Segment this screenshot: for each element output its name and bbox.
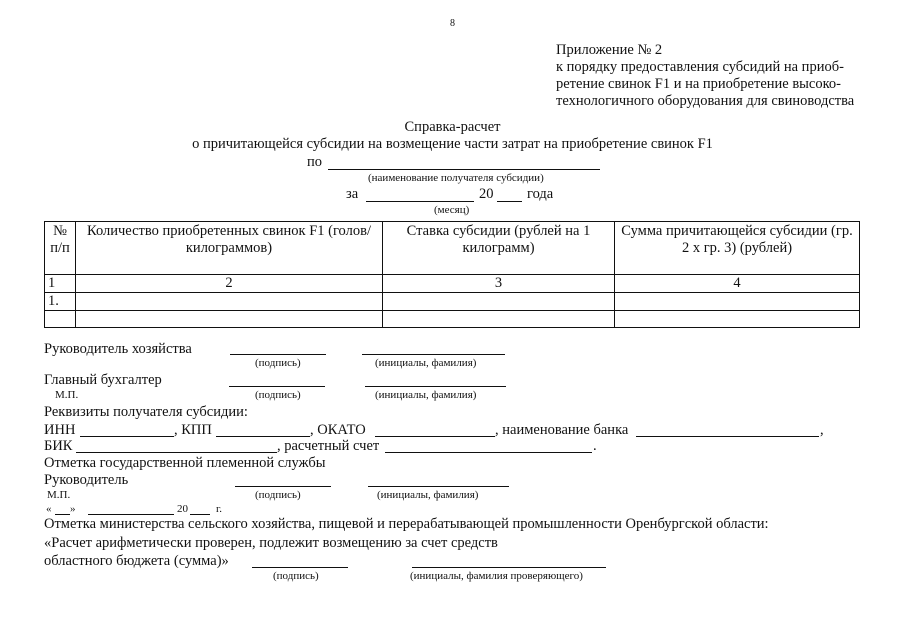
table-row xyxy=(45,293,860,311)
account-field[interactable] xyxy=(385,452,592,453)
account-label: , расчетный счет xyxy=(277,438,380,454)
okato-label: , ОКАТО xyxy=(310,422,366,438)
recipient-hint: (наименование получателя субсидии) xyxy=(368,172,544,184)
table-cell[interactable] xyxy=(76,311,383,328)
signature-hint: (подпись) xyxy=(255,489,301,501)
po-label: по xyxy=(307,154,323,170)
account-period: . xyxy=(593,438,597,454)
table-column-numbers-row xyxy=(45,275,860,293)
ministry-statement-line1: «Расчет арифметически проверен, подлежит возмещению за счет средств xyxy=(44,535,498,551)
bank-name-field[interactable] xyxy=(636,436,819,437)
accountant-signature-field[interactable] xyxy=(229,386,325,387)
month-field[interactable] xyxy=(366,201,474,202)
document-title: Справка-расчет xyxy=(404,119,501,135)
stamp-place: М.П. xyxy=(47,489,71,501)
bik-label: БИК xyxy=(44,438,73,454)
inn-field[interactable] xyxy=(80,436,174,437)
checker-initials-hint: (инициалы, фамилия проверяющего) xyxy=(410,570,583,582)
ministry-statement-line2: областного бюджета (сумма)» xyxy=(44,553,229,569)
subsidy-table xyxy=(44,221,860,328)
date-month-field[interactable] xyxy=(88,514,174,515)
table-cell[interactable] xyxy=(383,311,615,328)
recipient-name-field[interactable] xyxy=(328,169,600,170)
requisites-heading: Реквизиты получателя субсидии: xyxy=(44,404,248,420)
table-cell[interactable] xyxy=(45,311,76,328)
stamp-place: М.П. xyxy=(55,389,79,401)
table-cell[interactable] xyxy=(76,293,383,311)
breeding-initials-field[interactable] xyxy=(368,486,509,487)
appendix-line: к порядку предоставления субсидий на приоб- xyxy=(556,59,844,75)
appendix-line: ретение свинок F1 и на приобретение высоко- xyxy=(556,76,842,92)
column-number: 4 xyxy=(615,275,860,293)
date-close-quote: » xyxy=(70,503,76,515)
table-header-row xyxy=(45,222,860,275)
table-cell[interactable] xyxy=(615,311,860,328)
head-farm-signature-field[interactable] xyxy=(230,354,326,355)
za-label: за xyxy=(346,186,359,202)
table-cell[interactable]: 1. xyxy=(45,293,76,311)
column-number: 3 xyxy=(383,275,615,293)
head-farm-initials-field[interactable] xyxy=(362,354,505,355)
document-subtitle: о причитающейся субсидии на возмещение части затрат на приобретение свинок F1 xyxy=(192,136,713,152)
breeding-head-label: Руководитель xyxy=(44,472,129,488)
header-cell-sum: Сумма причитающейся субсидии (гр. 2 х гр. 3) (рублей) xyxy=(615,222,860,275)
head-farm-label: Руководитель хозяйства xyxy=(44,341,192,357)
okato-field[interactable] xyxy=(375,436,495,437)
column-number: 1 xyxy=(45,275,76,293)
signature-hint: (подпись) xyxy=(273,570,319,582)
header-cell-quantity: Количество приобретенных свинок F1 (голов/килограммов) xyxy=(76,222,383,275)
table-cell[interactable] xyxy=(383,293,615,311)
year-suffix: года xyxy=(527,186,554,202)
date-open-quote: « xyxy=(46,503,52,515)
breeding-heading: Отметка государственной племенной службы xyxy=(44,455,326,471)
initials-hint: (инициалы, фамилия) xyxy=(375,357,477,369)
bank-comma: , xyxy=(820,422,824,438)
month-hint: (месяц) xyxy=(434,204,470,216)
table-cell[interactable] xyxy=(615,293,860,311)
bank-label: , наименование банка xyxy=(495,422,629,438)
inn-label: ИНН xyxy=(44,422,76,438)
initials-hint: (инициалы, фамилия) xyxy=(375,389,477,401)
year-prefix: 20 xyxy=(479,186,494,202)
table-row xyxy=(45,311,860,328)
bik-field[interactable] xyxy=(76,452,277,453)
initials-hint: (инициалы, фамилия) xyxy=(377,489,479,501)
ministry-heading: Отметка министерства сельского хозяйства, пищевой и перерабатывающей промышленности Оренбургской области: xyxy=(44,516,769,532)
header-cell-number: № п/п xyxy=(45,222,76,275)
accountant-initials-field[interactable] xyxy=(365,386,506,387)
date-year-field[interactable] xyxy=(190,514,210,515)
date-year-prefix: 20 xyxy=(177,503,188,515)
ministry-signature-field[interactable] xyxy=(252,567,348,568)
page-number: 8 xyxy=(450,18,455,29)
chief-accountant-label: Главный бухгалтер xyxy=(44,372,162,388)
year-field[interactable] xyxy=(497,201,522,202)
ministry-initials-field[interactable] xyxy=(412,567,606,568)
column-number: 2 xyxy=(76,275,383,293)
appendix-title: Приложение № 2 xyxy=(556,42,663,58)
kpp-field[interactable] xyxy=(216,436,310,437)
kpp-label: , КПП xyxy=(174,422,212,438)
header-cell-rate: Ставка субсидии (рублей на 1 килограмм) xyxy=(383,222,615,275)
breeding-signature-field[interactable] xyxy=(235,486,331,487)
date-day-field[interactable] xyxy=(55,514,70,515)
appendix-line: технологичного оборудования для свиноводства xyxy=(556,93,855,109)
date-year-suffix: г. xyxy=(216,503,223,515)
signature-hint: (подпись) xyxy=(255,357,301,369)
signature-hint: (подпись) xyxy=(255,389,301,401)
